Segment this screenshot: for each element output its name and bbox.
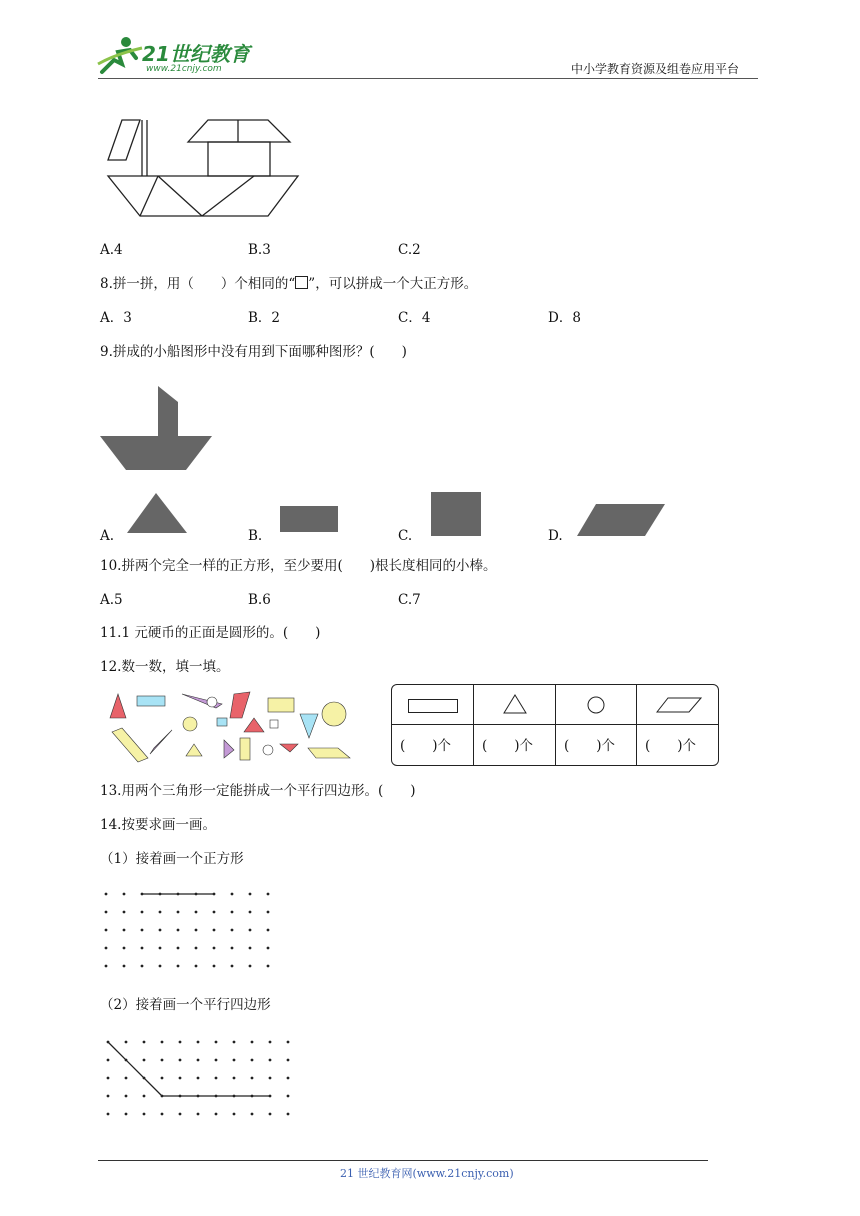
grid-dot[interactable] [249,893,252,896]
grid-dot[interactable] [125,1041,128,1044]
grid-dot[interactable] [267,965,270,968]
grid-dot[interactable] [287,1095,290,1098]
grid-dot[interactable] [267,929,270,932]
q14-part2: （2）接着画一个平行四边形 [100,997,271,1013]
table-rectangle-icon [408,699,458,713]
grid-dot[interactable] [195,965,198,968]
grid-dot[interactable] [213,929,216,932]
small-square-icon [295,276,308,289]
logo-text: 21世纪教育 [142,42,250,66]
q13-stem: 13.用两个三角形一定能拼成一个平行四边形。( ) [100,783,416,799]
grid-dot[interactable] [159,929,162,932]
grid-dot[interactable] [195,929,198,932]
platform-title: 中小学教育资源及组卷应用平台 [571,62,740,76]
grid-dot[interactable] [143,1095,146,1098]
q7-option-b[interactable]: B.3 [248,242,271,258]
grid-dot[interactable] [249,965,252,968]
q11-stem: 11.1 元硬币的正面是圆形的。( ) [100,625,321,641]
grid-dot[interactable] [213,947,216,950]
square-shape [430,491,482,537]
count-blank-triangle[interactable]: ( )个 [482,738,534,754]
logo [96,34,256,76]
grid-dot[interactable] [143,1059,146,1062]
grid-dot[interactable] [215,1059,218,1062]
table-triangle-icon [503,694,527,714]
q10-stem: 10.拼两个完全一样的正方形，至少要用( )根长度相同的小棒。 [100,558,497,574]
runner-logo-icon [96,34,146,76]
triangle-shape [126,492,188,534]
q10-option-c[interactable]: C.7 [398,592,421,608]
count-table [391,684,719,766]
grid-dot[interactable] [159,965,162,968]
q7-option-c[interactable]: C.2 [398,242,421,258]
header-rule [98,78,758,79]
grid-dot[interactable] [161,1077,164,1080]
grid-dot[interactable] [123,893,126,896]
grid-dot[interactable] [123,929,126,932]
grid-dot[interactable] [231,929,234,932]
grid-dot[interactable] [197,1077,200,1080]
q14-stem: 14.按要求画一画。 [100,817,216,833]
grid-dot[interactable] [159,947,162,950]
grid-dot[interactable] [107,1059,110,1062]
q8-stem-after: ”，可以拼成一个大正方形。 [308,276,478,292]
grid-dot[interactable] [233,1059,236,1062]
grid-dot[interactable] [213,911,216,914]
grid-dot[interactable] [269,1041,272,1044]
grid-dot[interactable] [231,947,234,950]
q8-stem-before: 8.拼一拼，用（ ）个相同的“ [100,276,296,292]
parallelogram-shape [576,503,666,537]
rectangle-shape [279,505,339,533]
grid-dot[interactable] [105,965,108,968]
footer-rule [98,1160,708,1161]
count-blank-parallelogram[interactable]: ( )个 [645,738,697,754]
q9-stem: 9.拼成的小船图形中没有用到下面哪种图形？( ) [100,344,407,360]
grid-dot[interactable] [287,1041,290,1044]
grid-dot[interactable] [215,1077,218,1080]
grid-dot[interactable] [251,1041,254,1044]
grid-dot[interactable] [141,947,144,950]
grid-dot[interactable] [159,911,162,914]
grid-dot[interactable] [177,965,180,968]
grid-dot[interactable] [267,893,270,896]
q9-option-d[interactable]: D. [548,528,563,544]
grid-dot[interactable] [269,1059,272,1062]
grid-dot[interactable] [251,1113,254,1116]
small-boat-figure [98,384,216,472]
grid-dot[interactable] [195,911,198,914]
count-blank-rectangle[interactable]: ( )个 [400,738,452,754]
grid-dot[interactable] [215,1041,218,1044]
grid-dot[interactable] [233,1077,236,1080]
grid-dot[interactable] [143,1041,146,1044]
q8-option-d[interactable]: D．8 [548,310,581,326]
grid-dot[interactable] [233,1113,236,1116]
grid-dot[interactable] [267,947,270,950]
given-slant-segment [108,1042,162,1096]
grid-dot[interactable] [269,1113,272,1116]
grid-dot[interactable] [105,929,108,932]
grid-dot[interactable] [177,947,180,950]
grid-dot[interactable] [195,947,198,950]
grid-dot[interactable] [105,893,108,896]
grid-dot[interactable] [197,1059,200,1062]
colored-shapes-figure [104,688,354,766]
grid-dot[interactable] [123,947,126,950]
logo-site: www.21cnjy.com [146,64,222,74]
grid-dot[interactable] [269,1077,272,1080]
grid-dot[interactable] [267,911,270,914]
grid-dot[interactable] [179,1041,182,1044]
q10-option-b[interactable]: B.6 [248,592,271,608]
grid-dot[interactable] [179,1059,182,1062]
grid-dot[interactable] [123,911,126,914]
q8-stem [100,275,477,293]
grid-dot[interactable] [141,965,144,968]
grid-dot[interactable] [287,1113,290,1116]
grid-dot[interactable] [161,1113,164,1116]
q8-option-c[interactable]: C．4 [398,310,431,326]
grid-dot[interactable] [105,911,108,914]
grid-dot[interactable] [231,893,234,896]
table-circle-icon [586,695,606,715]
grid-dot[interactable] [179,1077,182,1080]
grid-dot[interactable] [231,965,234,968]
grid-dot[interactable] [107,1095,110,1098]
grid-dot[interactable] [141,911,144,914]
grid-dot[interactable] [105,947,108,950]
grid-dot[interactable] [249,947,252,950]
grid-dot[interactable] [251,1077,254,1080]
grid-dot[interactable] [215,1113,218,1116]
grid-dot[interactable] [249,911,252,914]
q8-option-b[interactable]: B．2 [248,310,281,326]
grid-dot[interactable] [125,1077,128,1080]
grid-dot[interactable] [251,1059,254,1062]
grid-dot[interactable] [125,1095,128,1098]
grid-dot[interactable] [177,911,180,914]
q12-stem: 12.数一数，填一填。 [100,659,230,675]
grid-dot[interactable] [123,965,126,968]
grid-dot[interactable] [141,929,144,932]
q14-part1: （1）接着画一个正方形 [100,851,244,867]
q10-option-a[interactable]: A.5 [100,592,123,608]
grid-dot[interactable] [233,1041,236,1044]
grid-dot[interactable] [107,1077,110,1080]
grid-dot[interactable] [179,1113,182,1116]
grid-dot[interactable] [177,929,180,932]
q9-option-a[interactable]: A. [100,528,115,544]
count-blank-circle[interactable]: ( )个 [564,738,616,754]
grid-dot[interactable] [231,911,234,914]
grid-dot[interactable] [197,1113,200,1116]
table-parallelogram-icon [656,697,702,713]
grid-dot[interactable] [213,965,216,968]
q8-option-a[interactable]: A．3 [100,310,132,326]
q7-option-a[interactable]: A.4 [100,242,123,258]
grid-dot[interactable] [287,1059,290,1062]
boat-tangram-figure [104,114,304,222]
dot-grid-square[interactable] [100,888,290,972]
grid-dot[interactable] [161,1041,164,1044]
footer-text: 21 世纪教育网(www.21cnjy.com) [340,1167,514,1180]
grid-dot[interactable] [107,1113,110,1116]
q9-option-b[interactable]: B. [248,528,263,544]
grid-dot[interactable] [143,1113,146,1116]
grid-dot[interactable] [197,1041,200,1044]
dot-grid-parallelogram[interactable] [100,1036,310,1120]
q9-option-c[interactable]: C. [398,528,413,544]
grid-dot[interactable] [125,1113,128,1116]
grid-dot[interactable] [287,1077,290,1080]
grid-dot[interactable] [161,1059,164,1062]
grid-dot[interactable] [249,929,252,932]
